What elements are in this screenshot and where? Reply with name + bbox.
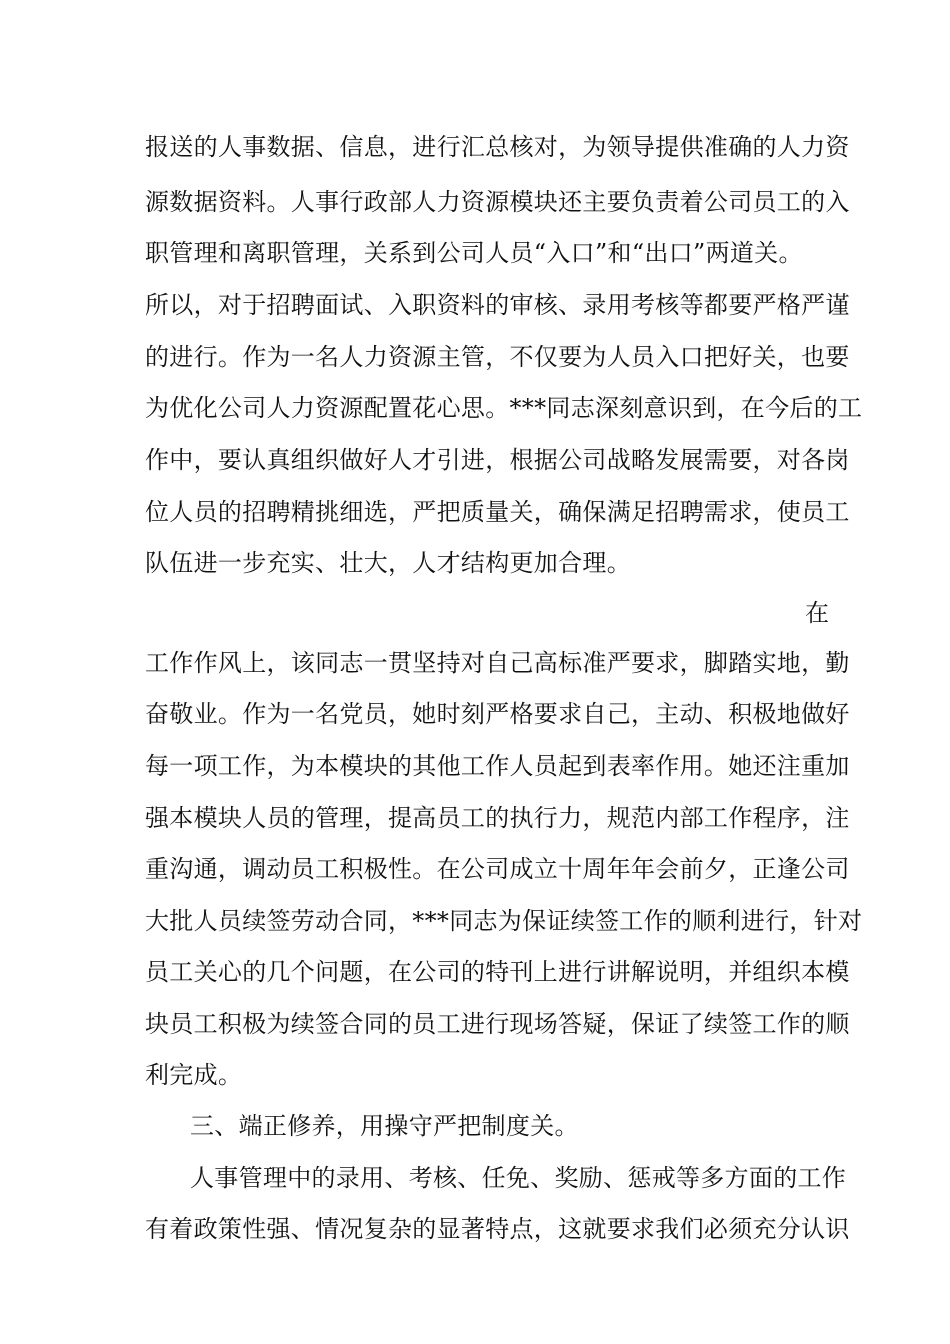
- text-line: 报送的人事数据、信息，进行汇总核对，为领导提供准确的人力资: [145, 133, 850, 161]
- text-line: 块员工积极为续签合同的员工进行现场答疑，保证了续签工作的顺: [145, 1010, 850, 1038]
- text-line: 重沟通，调动员工积极性。在公司成立十周年年会前夕，正逢公司: [145, 855, 850, 883]
- text-line: 队伍进一步充实、壮大，人才结构更加合理。: [145, 549, 631, 577]
- text-line: 每一项工作，为本模块的其他工作人员起到表率作用。她还注重加: [145, 752, 850, 780]
- text-line: 奋敬业。作为一名党员，她时刻严格要求自己，主动、积极地做好: [145, 700, 850, 728]
- text-line: 作中，要认真组织做好人才引进，根据公司战略发展需要，对各岗: [145, 446, 850, 474]
- text-line: 所以，对于招聘面试、入职资料的审核、录用考核等都要严格严谨: [145, 291, 850, 319]
- text-line: 为优化公司人力资源配置花心思。***同志深刻意识到，在今后的工: [145, 394, 863, 422]
- text-line: 在: [805, 599, 830, 627]
- text-line: 人事管理中的录用、考核、任免、奖励、惩戒等多方面的工作: [190, 1164, 847, 1192]
- text-line: 职管理和离职管理，关系到公司人员“入口”和“出口”两道关。: [145, 239, 803, 267]
- section-heading: 三、端正修养，用操守严把制度关。: [190, 1112, 579, 1140]
- text-line: 有着政策性强、情况复杂的显著特点，这就要求我们必须充分认识: [145, 1215, 850, 1243]
- text-line: 源数据资料。人事行政部人力资源模块还主要负责着公司员工的入: [145, 188, 850, 216]
- text-line: 位人员的招聘精挑细选，严把质量关，确保满足招聘需求，使员工: [145, 498, 850, 526]
- text-line: 员工关心的几个问题，在公司的特刊上进行讲解说明，并组织本模: [145, 958, 850, 986]
- text-line: 大批人员续签劳动合同，***同志为保证续签工作的顺利进行，针对: [145, 907, 863, 935]
- text-line: 工作作风上，该同志一贯坚持对自己高标准严要求，脚踏实地，勤: [145, 649, 850, 677]
- text-line: 的进行。作为一名人力资源主管，不仅要为人员入口把好关，也要: [145, 343, 850, 371]
- text-line: 利完成。: [145, 1061, 243, 1089]
- text-line: 强本模块人员的管理，提高员工的执行力，规范内部工作程序，注: [145, 804, 850, 832]
